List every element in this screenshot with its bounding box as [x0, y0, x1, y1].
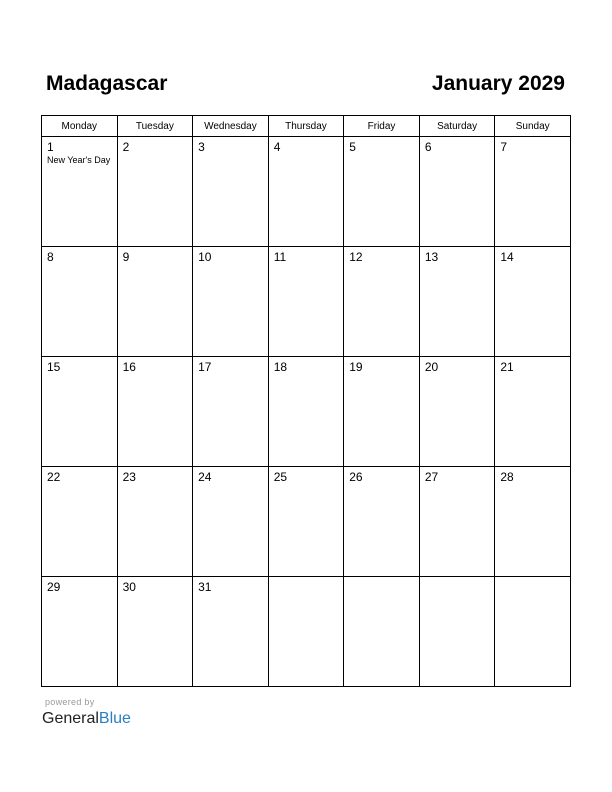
day-cell	[268, 357, 344, 467]
day-number: 26	[349, 470, 363, 484]
empty-day-cell	[344, 577, 420, 687]
day-number: 27	[424, 470, 439, 484]
day-number: 31	[198, 580, 212, 594]
day-cell	[193, 357, 269, 467]
day-cell	[419, 247, 495, 357]
day-number: 6	[424, 140, 432, 154]
day-cell	[117, 467, 193, 577]
day-cell	[42, 247, 118, 357]
weekday-header: Wednesday	[193, 116, 269, 137]
day-number: 13	[424, 250, 439, 264]
week-row	[42, 467, 571, 577]
day-number: 4	[273, 140, 281, 154]
day-cell	[193, 577, 269, 687]
empty-day-cell	[419, 577, 495, 687]
day-number: 8	[47, 250, 54, 264]
day-cell	[42, 577, 118, 687]
weekday-header: Sunday	[495, 116, 571, 137]
day-number: 20	[424, 360, 439, 374]
day-number: 21	[500, 360, 514, 374]
week-row	[42, 357, 571, 467]
day-number: 28	[500, 470, 514, 484]
day-number: 19	[349, 360, 363, 374]
day-cell	[42, 357, 118, 467]
brand-general: General	[42, 710, 99, 727]
day-cell	[117, 137, 193, 247]
day-cell	[268, 247, 344, 357]
country-title: Madagascar	[46, 72, 168, 95]
day-cell	[495, 137, 571, 247]
day-number: 7	[500, 140, 508, 154]
day-cell	[117, 577, 193, 687]
day-number: 18	[273, 360, 288, 374]
powered-by-text: powered by	[45, 697, 95, 707]
weekday-header: Friday	[344, 116, 420, 137]
day-cell	[117, 357, 193, 467]
day-number: 5	[349, 140, 356, 154]
weekday-header: Monday	[42, 116, 118, 137]
day-number: 29	[47, 580, 61, 594]
footer-branding	[42, 697, 131, 729]
day-cell	[268, 137, 344, 247]
day-number: 17	[198, 360, 212, 374]
day-number: 9	[122, 250, 130, 264]
weekday-header: Tuesday	[117, 116, 193, 137]
day-cell	[344, 137, 420, 247]
month-title: January 2029	[431, 72, 565, 95]
week-row	[42, 247, 571, 357]
day-cell	[495, 357, 571, 467]
week-row	[42, 577, 571, 687]
day-cell	[268, 467, 344, 577]
day-cell	[117, 247, 193, 357]
day-cell	[42, 137, 118, 247]
day-cell	[495, 467, 571, 577]
day-cell	[419, 357, 495, 467]
calendar-grid	[41, 115, 571, 687]
day-number: 16	[122, 360, 136, 374]
day-number: 14	[500, 250, 514, 264]
day-cell	[495, 247, 571, 357]
day-number: 24	[198, 470, 212, 484]
brand-blue: Blue	[98, 710, 131, 727]
day-cell	[193, 137, 269, 247]
day-cell	[193, 467, 269, 577]
day-number: 22	[47, 470, 61, 484]
weekday-header: Thursday	[268, 116, 344, 137]
day-cell	[42, 467, 118, 577]
day-number: 15	[47, 360, 61, 374]
day-cell	[344, 247, 420, 357]
day-number: 11	[273, 250, 287, 264]
day-number: 1	[47, 140, 54, 154]
week-row	[42, 137, 571, 247]
brand-logo	[42, 709, 131, 729]
day-number: 25	[273, 470, 288, 484]
day-cell	[419, 137, 495, 247]
holiday-label: New Year's Day	[47, 155, 111, 165]
day-cell	[193, 247, 269, 357]
day-number: 23	[122, 470, 136, 484]
day-number: 3	[198, 140, 205, 154]
weekday-header-row	[42, 116, 571, 137]
day-number: 2	[122, 140, 130, 154]
day-number: 12	[349, 250, 363, 264]
day-number: 10	[198, 250, 212, 264]
empty-day-cell	[268, 577, 344, 687]
weekday-header: Saturday	[419, 116, 495, 137]
day-cell	[419, 467, 495, 577]
empty-day-cell	[495, 577, 571, 687]
day-number: 30	[122, 580, 136, 594]
day-cell	[344, 467, 420, 577]
day-cell	[344, 357, 420, 467]
calendar-body	[42, 137, 571, 687]
